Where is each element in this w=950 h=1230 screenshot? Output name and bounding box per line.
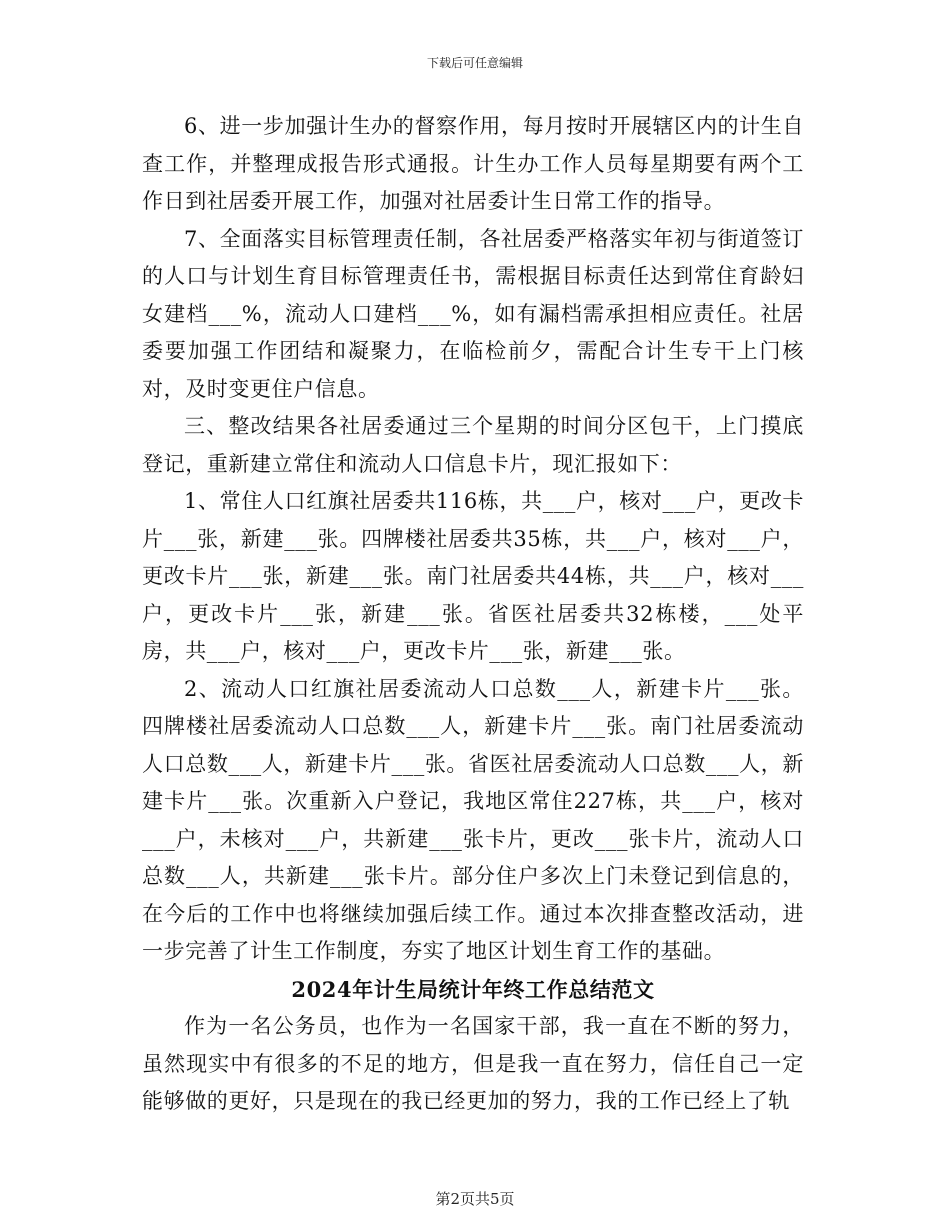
section-title: 2024年计生局统计年终工作总结范文 [291,976,655,1002]
paragraph-floating-population: 2、流动人口红旗社居委流动人口总数___人，新建卡片___张。四牌楼社居委流动人口总数___人，新建卡片___张。南门社居委流动人口总数___人，新建卡片___张。省医社居委流动人口总数___人，新建卡片___张。次重新入户登记，我地区常住227栋，共___户，核对___户，未核对___户，共新建___张卡片，更改___张卡片，流动人口总数___人，共新建___张卡片。部分住户多次上门未登记到信息的，在今后的工作中也将继续加强后续工作。通过本次排查整改活动，进一步完善了计生工作制度，夯实了地区计划生育工作的基础。 [142,676,804,963]
paragraph-rectification-results: 三、整改结果各社居委通过三个星期的时间分区包干，上门摸底登记，重新建立常住和流动人口信息卡片，现汇报如下： [142,414,804,476]
page-footer: 第2页共5页 [435,1190,515,1208]
page-header: 下载后可任意编辑 [426,56,523,70]
paragraph-closing: 作为一名公务员，也作为一名国家干部，我一直在不断的努力，虽然现实中有很多的不足的地方，但是我一直在努力，信任自己一定能够做的更好，只是现在的我已经更加的努力，我的工作已经上了轨 [142,1014,804,1113]
paragraph-item-6: 6、进一步加强计生办的督察作用，每月按时开展辖区内的计生自查工作，并整理成报告形式通报。计生办工作人员每星期要有两个工作日到社居委开展工作，加强对社居委计生日常工作的指导。 [142,114,804,213]
paragraph-resident-population: 1、常住人口红旗社居委共116栋，共___户，核对___户，更改卡片___张，新建___张。四牌楼社居委共35栋，共___户，核对___户，更改卡片___张，新建___张。南门社居委共44栋，共___户，核对___户，更改卡片___张，新建___张。省医社居委共32栋楼，___处平房，共___户，核对___户，更改卡片___张，新建___张。 [142,489,804,663]
document-body [142,108,804,1121]
paragraph-item-7: 7、全面落实目标管理责任制，各社居委严格落实年初与街道签订的人口与计划生育目标管理责任书，需根据目标责任达到常住育龄妇女建档___%，流动人口建档___%，如有漏档需承担相应责任。社居委要加强工作团结和凝聚力，在临检前夕，需配合计生专干上门核对，及时变更住户信息。 [142,226,804,401]
